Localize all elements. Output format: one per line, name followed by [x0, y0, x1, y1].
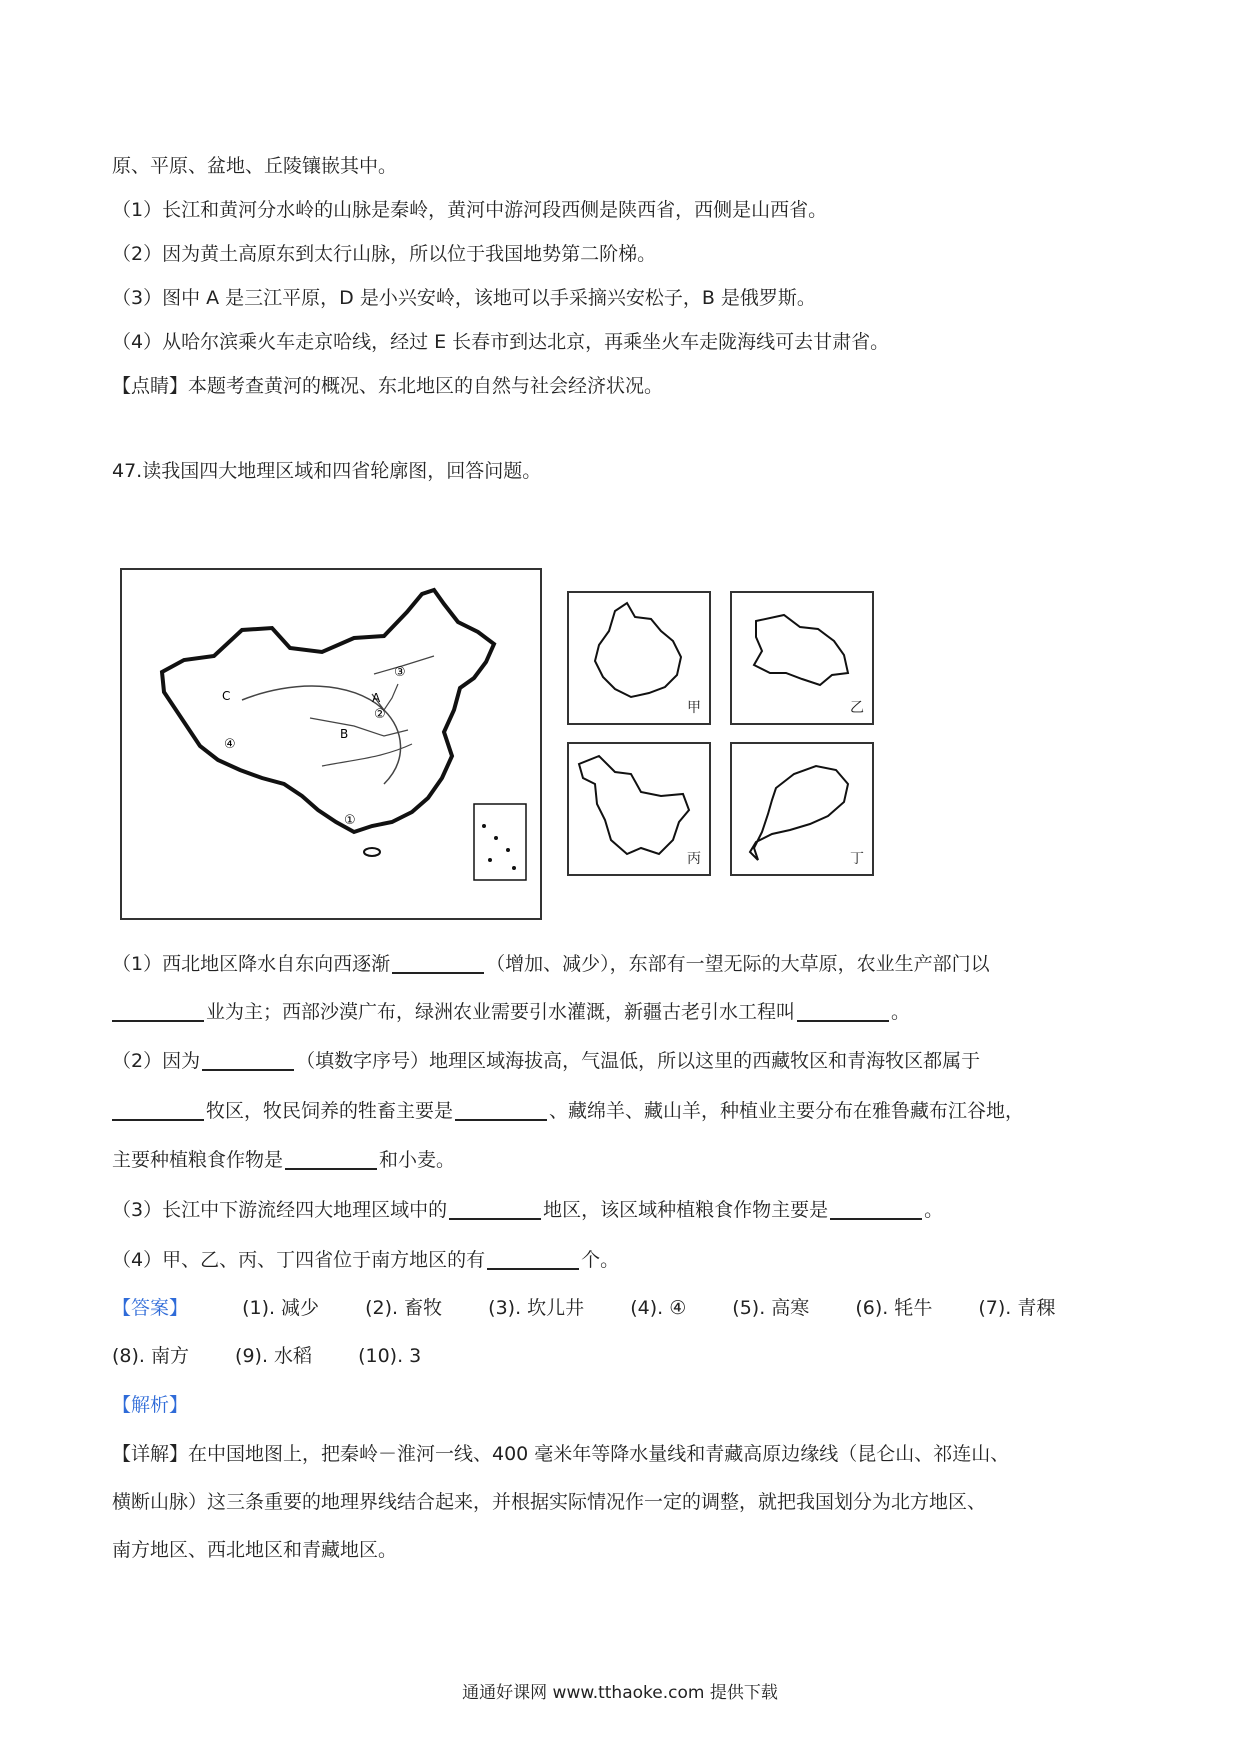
q1-blank-3[interactable]: [797, 1000, 889, 1022]
page-footer: 通通好课网 www.tthaoke.com 提供下载: [462, 1683, 778, 1703]
q1-line-2: [112, 998, 910, 1026]
province-label-bing: 丙: [687, 851, 701, 867]
answer-item: (9). 水稻: [235, 1345, 313, 1367]
q4-part-b: 个。: [581, 1249, 620, 1271]
q3-part-b: 地区，该区域种植粮食作物主要是: [543, 1199, 829, 1221]
q4-part-a: （4）甲、乙、丙、丁四省位于南方地区的有: [112, 1249, 486, 1271]
q2-line-2: [112, 1097, 1024, 1125]
province-box-jia: [567, 591, 711, 725]
q3-line: [112, 1196, 943, 1224]
analysis-label: 【解析】: [112, 1394, 189, 1416]
q2-part-d: 、藏绵羊、藏山羊，种植业主要分布在雅鲁藏布江谷地，: [549, 1100, 1025, 1122]
answer-item: (8). 南方: [112, 1345, 189, 1367]
province-box-ding: [730, 742, 874, 876]
q2-part-c: 牧区，牧民饲养的牲畜主要是: [206, 1100, 454, 1122]
china-map-drawing: [122, 570, 540, 918]
map-label-b: B: [340, 727, 349, 741]
province-box-bing: [567, 742, 711, 876]
answer-item: (5). 高寒: [732, 1297, 810, 1319]
map-label-1: ①: [344, 813, 356, 828]
intro-tail: 原、平原、盆地、丘陵镶嵌其中。: [112, 155, 398, 177]
map-label-4: ④: [224, 737, 236, 752]
map-label-c: C: [222, 689, 231, 703]
q2-line-1: [112, 1047, 980, 1075]
answer-item: (2). 畜牧: [365, 1297, 443, 1319]
q1-line-1: [112, 950, 990, 978]
q2-blank-4[interactable]: [285, 1148, 377, 1170]
china-regions-map: [120, 568, 542, 920]
answer-item: (10). 3: [358, 1345, 422, 1367]
q1-part-a: （1）西北地区降水自东向西逐渐: [112, 953, 391, 975]
province-label-jia: 甲: [687, 700, 701, 716]
q3-blank-2[interactable]: [830, 1198, 922, 1220]
analysis-item-3: （3）图中 A 是三江平原，D 是小兴安岭，该地可以手采摘兴安松子，B 是俄罗斯。: [112, 287, 816, 309]
answer-item: (4). ④: [630, 1297, 687, 1319]
q1-blank-1[interactable]: [392, 952, 484, 974]
q1-part-c: 业为主；西部沙漠广布，绿洲农业需要引水灌溉，新疆古老引水工程叫: [206, 1001, 796, 1023]
q2-part-a: （2）因为: [112, 1050, 201, 1072]
q2-part-b: （填数字序号）地理区域海拔高，气温低，所以这里的西藏牧区和青海牧区都属于: [296, 1050, 981, 1072]
q4-line: [112, 1246, 619, 1274]
q2-part-e: 主要种植粮食作物是: [112, 1149, 284, 1171]
answer-item: (6). 牦牛: [855, 1297, 933, 1319]
detail-line-3: 南方地区、西北地区和青藏地区。: [112, 1539, 398, 1561]
answer-item: (1). 减少: [242, 1297, 320, 1319]
province-label-ding: 丁: [850, 851, 864, 867]
q1-blank-2[interactable]: [112, 1000, 204, 1022]
province-box-yi: [730, 591, 874, 725]
q3-part-a: （3）长江中下游流经四大地理区域中的: [112, 1199, 448, 1221]
q2-part-f: 和小麦。: [379, 1149, 456, 1171]
answer-item: (7). 青稞: [978, 1297, 1056, 1319]
detail-line-2: 横断山脉）这三条重要的地理界线结合起来，并根据实际情况作一定的调整，就把我国划分为北方地区、: [112, 1491, 987, 1513]
answer-item: (3). 坎儿井: [488, 1297, 585, 1319]
province-label-yi: 乙: [850, 700, 864, 716]
q2-blank-3[interactable]: [455, 1099, 547, 1121]
answer-line-1: [112, 1294, 1055, 1322]
analysis-item-2: （2）因为黄土高原东到太行山脉，所以位于我国地势第二阶梯。: [112, 243, 657, 265]
question-title: 47.读我国四大地理区域和四省轮廓图，回答问题。: [112, 460, 542, 482]
analysis-item-1: （1）长江和黄河分水岭的山脉是秦岭，黄河中游河段西侧是陕西省，西侧是山西省。: [112, 199, 828, 221]
map-label-a: A: [372, 691, 381, 705]
q3-part-c: 。: [924, 1199, 944, 1221]
map-label-2: ②: [374, 707, 386, 722]
map-label-3: ③: [394, 665, 406, 680]
answer-label: 【答案】: [112, 1297, 189, 1319]
q4-blank-1[interactable]: [487, 1248, 579, 1270]
dianjing-note: 【点睛】本题考查黄河的概况、东北地区的自然与社会经济状况。: [112, 375, 664, 397]
q3-blank-1[interactable]: [449, 1198, 541, 1220]
q2-line-3: [112, 1146, 455, 1174]
answer-line-2: [112, 1342, 461, 1370]
q1-part-d: 。: [891, 1001, 911, 1023]
q2-blank-1[interactable]: [202, 1049, 294, 1071]
analysis-item-4: （4）从哈尔滨乘火车走京哈线，经过 E 长春市到达北京，再乘坐火车走陇海线可去甘肃省。: [112, 331, 890, 353]
q2-blank-2[interactable]: [112, 1099, 204, 1121]
q1-part-b: （增加、减少），东部有一望无际的大草原，农业生产部门以: [486, 953, 990, 975]
detail-line-1: 【详解】在中国地图上，把秦岭－淮河一线、400 毫米年等降水量线和青藏高原边缘线（昆仑山、祁连山、: [112, 1443, 1010, 1465]
